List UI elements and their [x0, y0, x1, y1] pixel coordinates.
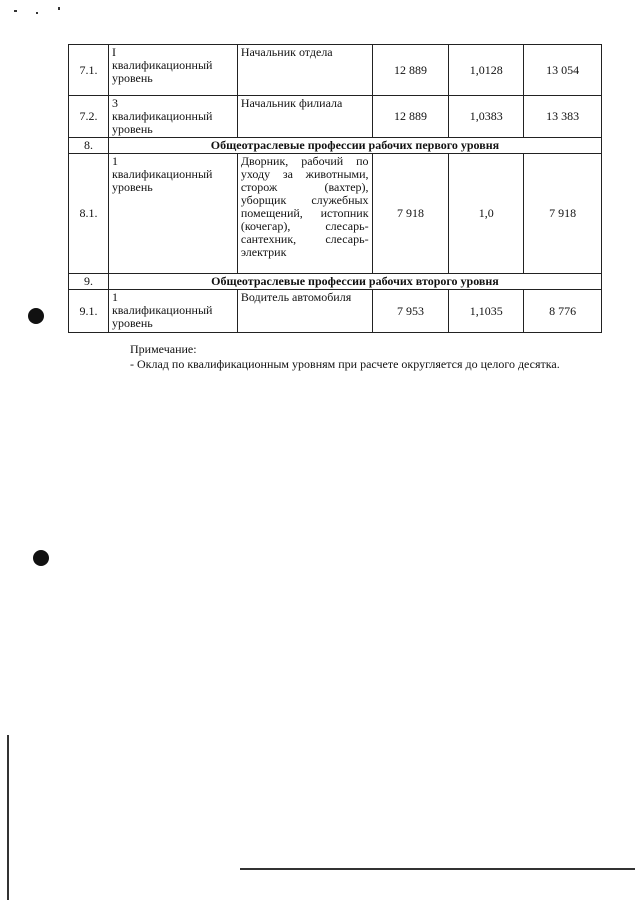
- table-row: [69, 96, 602, 138]
- table-row: [69, 45, 602, 96]
- salary: 13 383: [524, 96, 602, 138]
- note-text: - Оклад по квалификационным уровням при расчете округляется до целого десятка.: [130, 357, 560, 371]
- row-number: 8.: [69, 138, 109, 154]
- row-number: 9.1.: [69, 290, 109, 333]
- salary: 8 776: [524, 290, 602, 333]
- coefficient: 1,0383: [449, 96, 524, 138]
- base-salary: 12 889: [372, 45, 449, 96]
- base-salary: 7 953: [372, 290, 449, 333]
- coefficient: 1,0: [449, 154, 524, 274]
- note-title: Примечание:: [130, 342, 197, 356]
- scan-mark: [14, 10, 17, 12]
- salary: 7 918: [524, 154, 602, 274]
- table-row: [69, 290, 602, 333]
- section-title: Общеотраслевые профессии рабочих первого уровня: [108, 138, 601, 154]
- base-salary: 7 918: [372, 154, 449, 274]
- qualification-level: [108, 96, 237, 138]
- level-number: 3: [111, 96, 118, 110]
- qualification-level: [108, 290, 237, 333]
- scan-mark: [58, 7, 60, 10]
- level-label: квалификационный уровень: [111, 167, 213, 194]
- position-name: Дворник, рабочий по уходу за животными, сторож (вахтер), уборщик служебных помещений, истопник (кочегар), слесарь-сантехник, слесарь-электрик: [237, 154, 372, 274]
- level-label: квалификационный уровень: [111, 303, 213, 330]
- level-number: I: [111, 45, 116, 59]
- level-label: квалификационный уровень: [111, 58, 213, 85]
- qualification-level: [108, 154, 237, 274]
- position-name: Водитель автомобиля: [237, 290, 372, 333]
- position-name: Начальник филиала: [237, 96, 372, 138]
- salary: 13 054: [524, 45, 602, 96]
- scan-edge-line: [240, 868, 635, 870]
- qualification-level: [108, 45, 237, 96]
- row-number: 7.1.: [69, 45, 109, 96]
- punch-hole: [33, 550, 49, 566]
- coefficient: 1,0128: [449, 45, 524, 96]
- note-block: [130, 342, 610, 372]
- level-label: квалификационный уровень: [111, 109, 213, 136]
- base-salary: 12 889: [372, 96, 449, 138]
- scan-edge-line: [7, 735, 9, 900]
- row-number: 9.: [69, 274, 109, 290]
- section-title: Общеотраслевые профессии рабочих второго уровня: [108, 274, 601, 290]
- punch-hole: [28, 308, 44, 324]
- coefficient: 1,1035: [449, 290, 524, 333]
- table-row: [69, 154, 602, 274]
- section-row: [69, 274, 602, 290]
- salary-table: [68, 44, 602, 333]
- position-name: Начальник отдела: [237, 45, 372, 96]
- level-number: 1: [111, 290, 118, 304]
- row-number: 8.1.: [69, 154, 109, 274]
- section-row: [69, 138, 602, 154]
- row-number: 7.2.: [69, 96, 109, 138]
- scan-mark: [36, 12, 38, 14]
- level-number: 1: [111, 154, 118, 168]
